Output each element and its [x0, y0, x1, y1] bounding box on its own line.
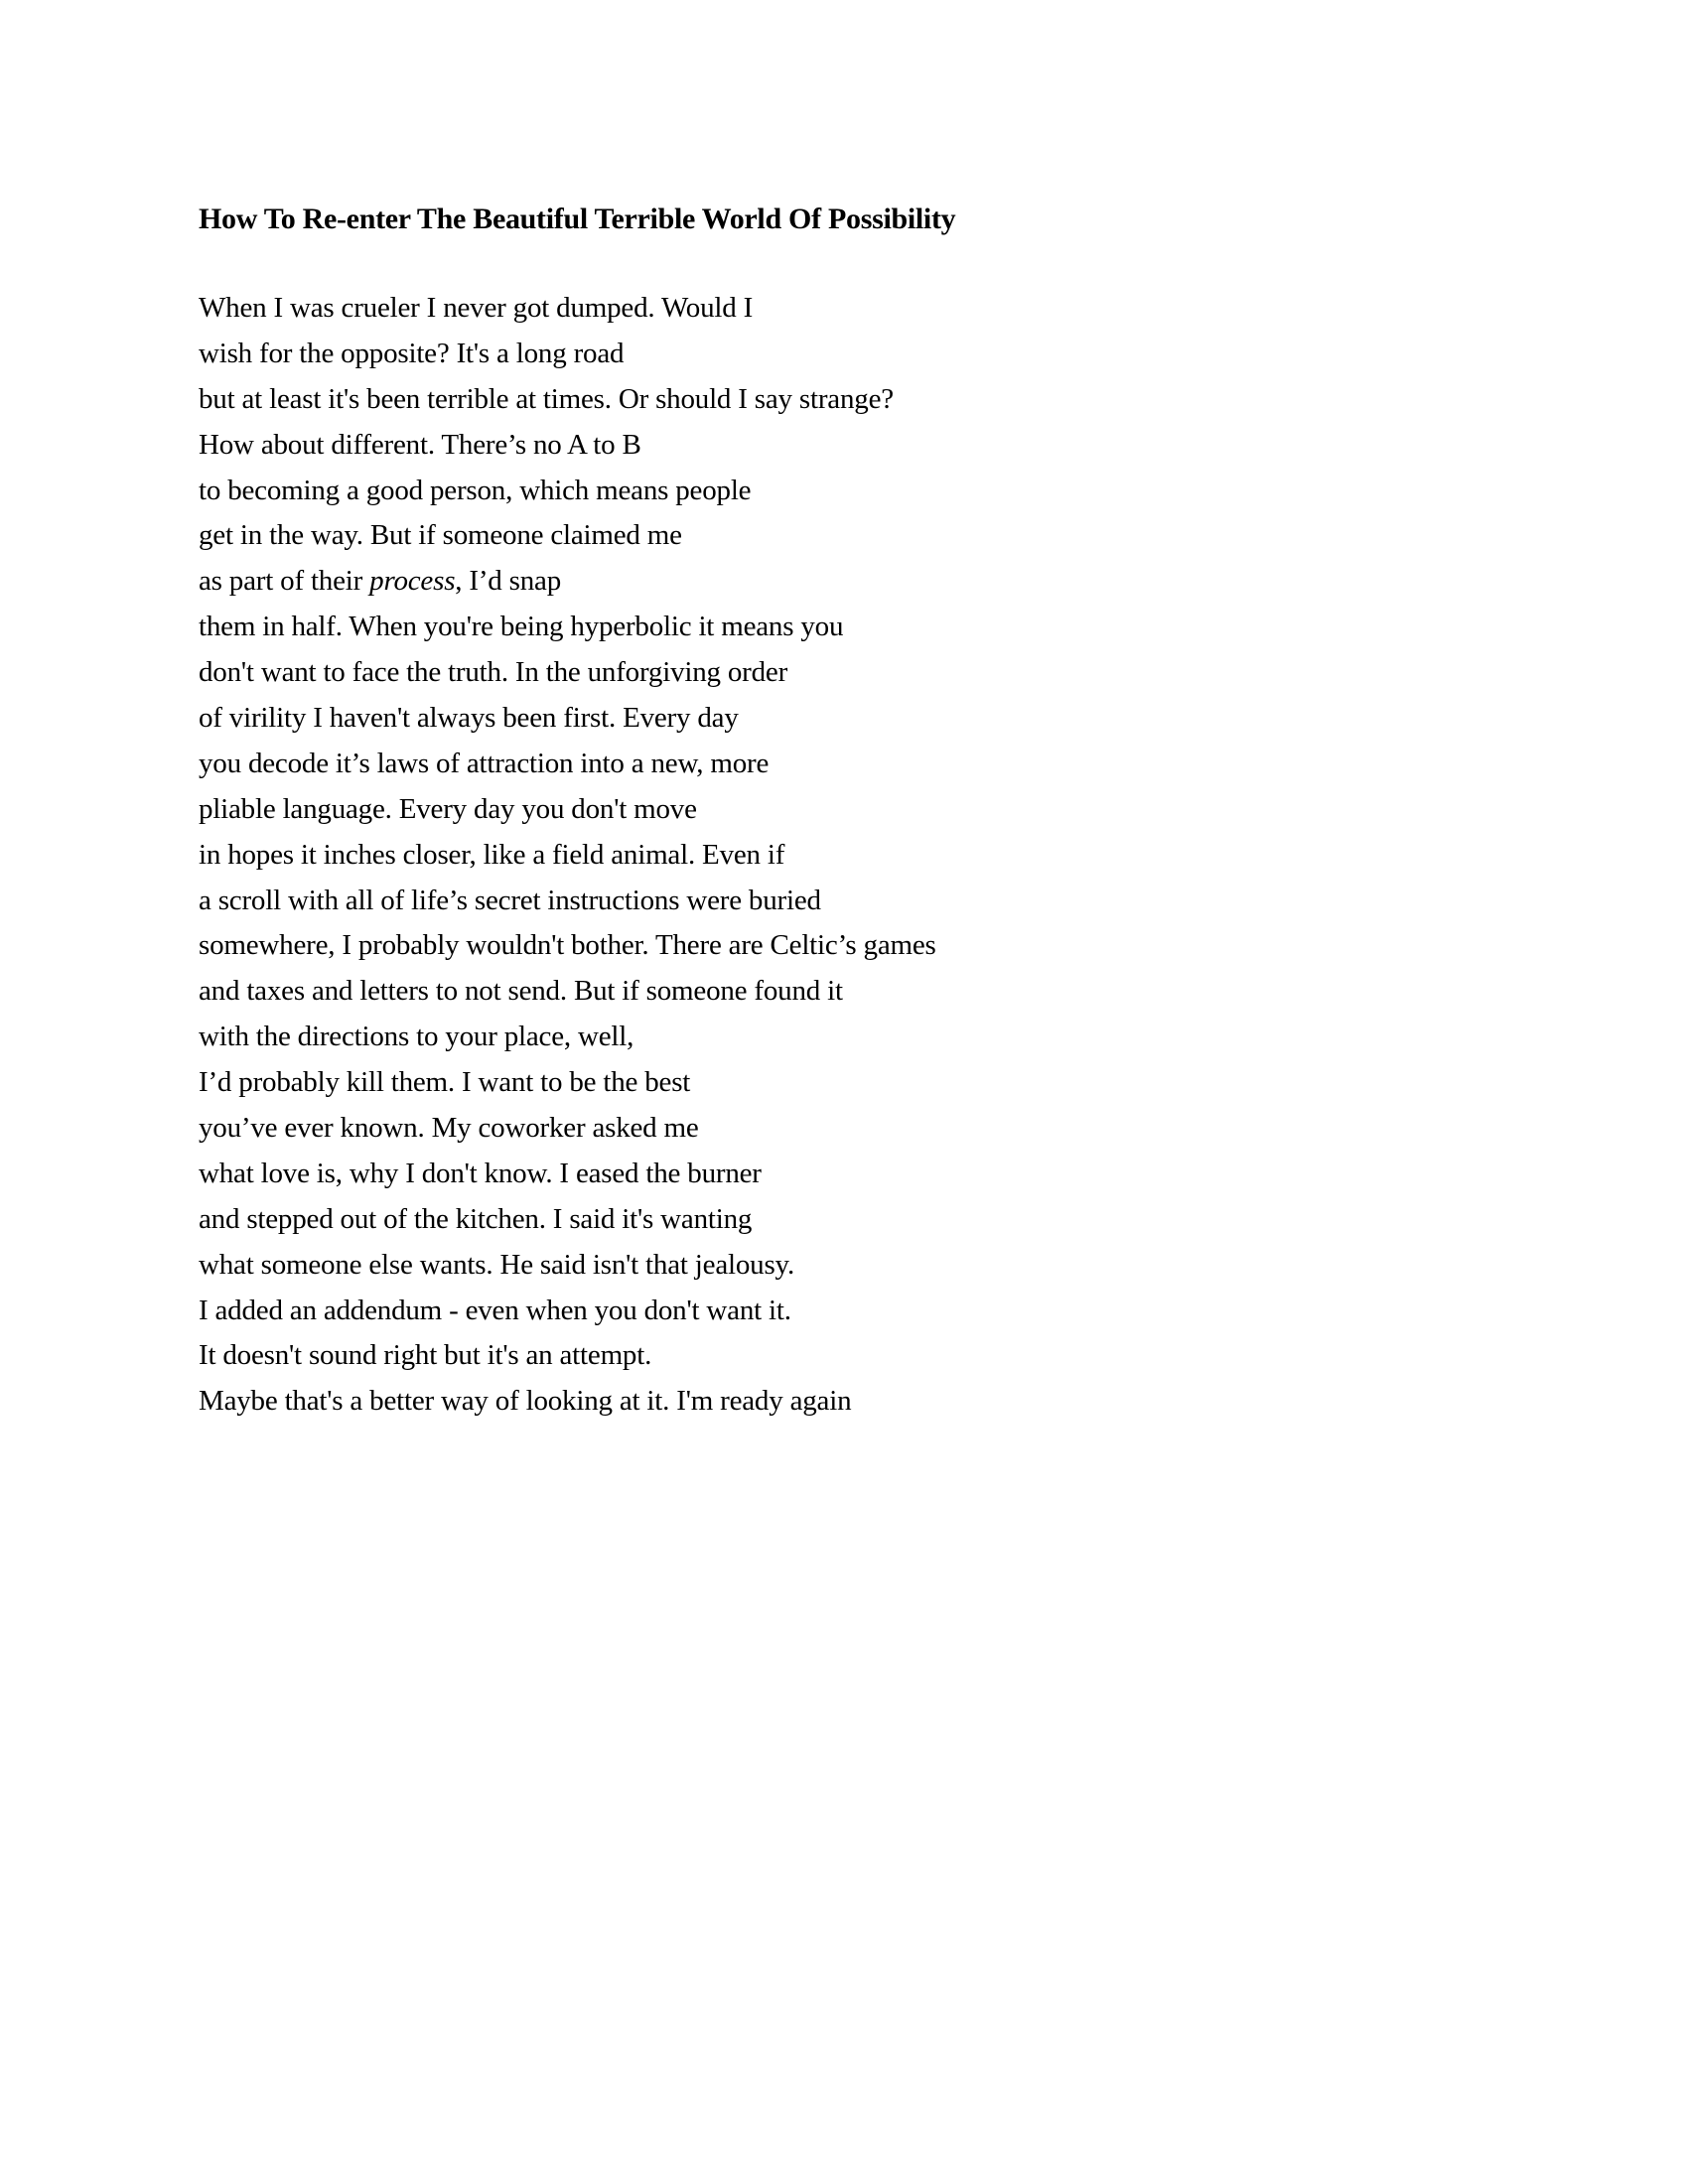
poem-title: How To Re-enter The Beautiful Terrible World Of Possibility [199, 203, 956, 235]
poem-line: pliable language. Every day you don't move [199, 792, 697, 825]
poem-line: and taxes and letters to not send. But if someone found it [199, 975, 843, 1008]
poem-line: in hopes it inches closer, like a field animal. Even if [199, 838, 785, 871]
poem-body [199, 286, 936, 1425]
poem-line: them in half. When you're being hyperbolic it means you [199, 611, 844, 643]
poem-line-segment: as part of their [199, 565, 370, 598]
poem-line: and stepped out of the kitchen. I said it's wanting [199, 1202, 753, 1235]
poem-line: to becoming a good person, which means people [199, 474, 752, 506]
poem-line [199, 559, 936, 605]
poem-line: don't want to face the truth. In the unforgiving order [199, 656, 788, 689]
poem-line: but at least it's been terrible at times. Or should I say strange? [199, 382, 894, 415]
poem-line: wish for the opposite? It's a long road [199, 337, 625, 369]
poem-line: of virility I haven't always been first. Every day [199, 702, 739, 735]
poem-line-italic-word: process [369, 565, 456, 598]
poem-line: When I was crueler I never got dumped. Would I [199, 292, 754, 324]
poem-line: you’ve ever known. My coworker asked me [199, 1112, 699, 1145]
poem-line: somewhere, I probably wouldn't bother. There are Celtic’s games [199, 929, 936, 962]
poem-line: How about different. There’s no A to B [199, 428, 641, 461]
poem-line: It doesn't sound right but it's an attempt. [199, 1339, 652, 1372]
poem-line: with the directions to your place, well, [199, 1021, 634, 1053]
poem-line: you decode it’s laws of attraction into a new, more [199, 747, 770, 779]
poem-line: a scroll with all of life’s secret instructions were buried [199, 884, 821, 916]
poem-line: I added an addendum - even when you don't want it. [199, 1294, 791, 1326]
poem-line: what someone else wants. He said isn't that jealousy. [199, 1248, 795, 1281]
poem-line: I’d probably kill them. I want to be the best [199, 1066, 691, 1099]
poem-line: Maybe that's a better way of looking at it. I'm ready again [199, 1385, 852, 1418]
poem-line-segment: , I’d snap [455, 565, 562, 598]
poem-line: what love is, why I don't know. I eased the burner [199, 1157, 762, 1189]
poem-line: get in the way. But if someone claimed me [199, 519, 682, 552]
